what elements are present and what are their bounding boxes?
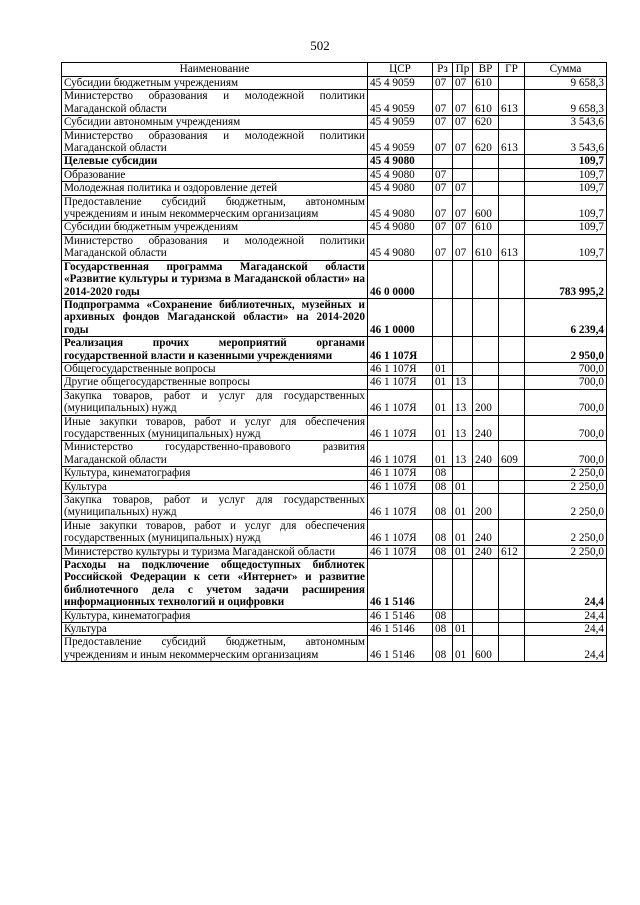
- table-row: [62, 182, 607, 195]
- row-csr-cell: 46 1 107Я: [368, 519, 433, 545]
- row-gr-cell: [499, 636, 525, 662]
- row-csr-cell: 46 1 107Я: [368, 337, 433, 363]
- row-vr-cell: 610: [473, 234, 499, 260]
- row-vr-cell: [473, 337, 499, 363]
- table-row: [62, 90, 607, 116]
- row-vr-cell: 200: [473, 389, 499, 415]
- row-gr-cell: 612: [499, 545, 525, 558]
- row-pr-cell: 01: [453, 480, 473, 493]
- table-row: [62, 376, 607, 389]
- row-rz-cell: 07: [433, 195, 453, 221]
- row-pr-cell: 07: [453, 221, 473, 234]
- row-pr-cell: [453, 337, 473, 363]
- table-row: [62, 260, 607, 298]
- row-vr-cell: 620: [473, 116, 499, 129]
- row-sum-cell: 700,0: [525, 389, 607, 415]
- row-sum-cell: 783 995,2: [525, 260, 607, 298]
- row-pr-cell: 01: [453, 636, 473, 662]
- row-csr-cell: 45 4 9080: [368, 234, 433, 260]
- table-row: [62, 415, 607, 441]
- row-gr-cell: [499, 467, 525, 480]
- row-vr-cell: 240: [473, 415, 499, 441]
- row-pr-cell: [453, 260, 473, 298]
- row-pr-cell: [453, 155, 473, 168]
- row-vr-cell: [473, 260, 499, 298]
- row-name-cell: Министерство образования и молодежной политики Магаданской области: [62, 90, 368, 116]
- row-sum-cell: 24,4: [525, 636, 607, 662]
- row-csr-cell: 46 0 0000: [368, 260, 433, 298]
- row-gr-cell: [499, 182, 525, 195]
- row-csr-cell: 46 1 107Я: [368, 480, 433, 493]
- row-name-cell: Закупка товаров, работ и услуг для государственных (муниципальных) нужд: [62, 494, 368, 520]
- row-gr-cell: [499, 362, 525, 375]
- row-gr-cell: 613: [499, 129, 525, 155]
- row-sum-cell: 109,7: [525, 155, 607, 168]
- header-name: Наименование: [62, 63, 368, 77]
- row-csr-cell: 46 1 107Я: [368, 376, 433, 389]
- row-gr-cell: [499, 260, 525, 298]
- row-sum-cell: 2 250,0: [525, 480, 607, 493]
- row-rz-cell: 07: [433, 116, 453, 129]
- page-number: 502: [310, 38, 330, 53]
- row-csr-cell: 46 1 5146: [368, 623, 433, 636]
- row-name-cell: Предоставление субсидий бюджетным, автономным учреждениям и иным некоммерческим организациям: [62, 195, 368, 221]
- row-name-cell: Целевые субсидии: [62, 155, 368, 168]
- row-csr-cell: 46 1 5146: [368, 559, 433, 610]
- row-csr-cell: 46 1 5146: [368, 636, 433, 662]
- row-name-cell: Реализация прочих мероприятий органами государственной власти и казенными учреждениями: [62, 337, 368, 363]
- row-vr-cell: [473, 362, 499, 375]
- row-csr-cell: 46 1 5146: [368, 609, 433, 622]
- row-vr-cell: [473, 480, 499, 493]
- table-header-row: [62, 63, 607, 77]
- row-pr-cell: 07: [453, 90, 473, 116]
- row-sum-cell: 2 950,0: [525, 337, 607, 363]
- row-sum-cell: 2 250,0: [525, 545, 607, 558]
- row-sum-cell: 2 250,0: [525, 467, 607, 480]
- row-vr-cell: 610: [473, 77, 499, 90]
- row-vr-cell: [473, 376, 499, 389]
- row-csr-cell: 46 1 107Я: [368, 389, 433, 415]
- row-name-cell: Культура, кинематография: [62, 609, 368, 622]
- row-rz-cell: 08: [433, 623, 453, 636]
- row-rz-cell: 08: [433, 480, 453, 493]
- table-body: [62, 77, 607, 662]
- row-vr-cell: [473, 168, 499, 181]
- row-vr-cell: [473, 559, 499, 610]
- table-row: [62, 559, 607, 610]
- row-rz-cell: 07: [433, 182, 453, 195]
- table-row: [62, 234, 607, 260]
- table-row: [62, 77, 607, 90]
- row-pr-cell: [453, 467, 473, 480]
- row-sum-cell: 109,7: [525, 195, 607, 221]
- row-sum-cell: 6 239,4: [525, 298, 607, 336]
- row-sum-cell: 109,7: [525, 168, 607, 181]
- row-vr-cell: [473, 609, 499, 622]
- row-gr-cell: [499, 415, 525, 441]
- row-vr-cell: [473, 182, 499, 195]
- header-vr: ВР: [473, 63, 499, 77]
- row-csr-cell: 45 4 9080: [368, 195, 433, 221]
- row-gr-cell: [499, 116, 525, 129]
- row-pr-cell: 13: [453, 441, 473, 467]
- row-csr-cell: 46 1 107Я: [368, 494, 433, 520]
- table-row: [62, 519, 607, 545]
- header-csr: ЦСР: [368, 63, 433, 77]
- row-gr-cell: [499, 494, 525, 520]
- row-csr-cell: 46 1 107Я: [368, 415, 433, 441]
- row-rz-cell: 01: [433, 415, 453, 441]
- row-name-cell: Иные закупки товаров, работ и услуг для обеспечения государственных (муниципальных) нужд: [62, 519, 368, 545]
- row-name-cell: Министерство государственно-правового развития Магаданской области: [62, 441, 368, 467]
- row-csr-cell: 46 1 107Я: [368, 467, 433, 480]
- table-row: [62, 389, 607, 415]
- row-name-cell: Закупка товаров, работ и услуг для государственных (муниципальных) нужд: [62, 389, 368, 415]
- row-sum-cell: 700,0: [525, 362, 607, 375]
- row-csr-cell: 45 4 9059: [368, 77, 433, 90]
- row-name-cell: Предоставление субсидий бюджетным, автономным учреждениям и иным некоммерческим организациям: [62, 636, 368, 662]
- row-rz-cell: 07: [433, 234, 453, 260]
- row-vr-cell: 240: [473, 441, 499, 467]
- row-sum-cell: 109,7: [525, 234, 607, 260]
- row-pr-cell: 07: [453, 195, 473, 221]
- row-rz-cell: 01: [433, 441, 453, 467]
- row-gr-cell: [499, 155, 525, 168]
- table-row: [62, 609, 607, 622]
- table-row: [62, 116, 607, 129]
- header-gr: ГР: [499, 63, 525, 77]
- table-row: [62, 441, 607, 467]
- row-csr-cell: 45 4 9080: [368, 168, 433, 181]
- row-pr-cell: 13: [453, 389, 473, 415]
- row-vr-cell: 620: [473, 129, 499, 155]
- row-pr-cell: 13: [453, 415, 473, 441]
- row-vr-cell: [473, 155, 499, 168]
- table-row: [62, 467, 607, 480]
- row-pr-cell: [453, 168, 473, 181]
- row-gr-cell: 613: [499, 234, 525, 260]
- row-vr-cell: [473, 467, 499, 480]
- row-rz-cell: [433, 155, 453, 168]
- row-sum-cell: 700,0: [525, 415, 607, 441]
- row-vr-cell: 610: [473, 221, 499, 234]
- row-gr-cell: [499, 77, 525, 90]
- table-row: [62, 623, 607, 636]
- row-name-cell: Образование: [62, 168, 368, 181]
- row-csr-cell: 45 4 9059: [368, 116, 433, 129]
- row-rz-cell: 07: [433, 168, 453, 181]
- row-sum-cell: 109,7: [525, 221, 607, 234]
- row-sum-cell: 2 250,0: [525, 519, 607, 545]
- row-gr-cell: [499, 609, 525, 622]
- row-name-cell: Подпрограмма «Сохранение библиотечных, музейных и архивных фондов Магаданской области» на 2014-2020 годы: [62, 298, 368, 336]
- row-pr-cell: 07: [453, 77, 473, 90]
- header-pr: Пр: [453, 63, 473, 77]
- row-gr-cell: [499, 168, 525, 181]
- row-name-cell: Субсидии бюджетным учреждениям: [62, 77, 368, 90]
- row-sum-cell: 24,4: [525, 559, 607, 610]
- row-sum-cell: 700,0: [525, 376, 607, 389]
- row-csr-cell: 46 1 107Я: [368, 441, 433, 467]
- row-rz-cell: 08: [433, 609, 453, 622]
- row-vr-cell: 240: [473, 519, 499, 545]
- row-name-cell: Молодежная политика и оздоровление детей: [62, 182, 368, 195]
- row-vr-cell: [473, 298, 499, 336]
- table-row: [62, 480, 607, 493]
- row-gr-cell: [499, 337, 525, 363]
- row-sum-cell: 9 658,3: [525, 77, 607, 90]
- row-pr-cell: 07: [453, 182, 473, 195]
- row-rz-cell: 08: [433, 494, 453, 520]
- table-row: [62, 129, 607, 155]
- row-gr-cell: [499, 221, 525, 234]
- row-rz-cell: [433, 559, 453, 610]
- row-rz-cell: 08: [433, 467, 453, 480]
- row-gr-cell: [499, 195, 525, 221]
- row-vr-cell: 200: [473, 494, 499, 520]
- table-row: [62, 636, 607, 662]
- row-csr-cell: 45 4 9080: [368, 182, 433, 195]
- table-row: [62, 221, 607, 234]
- row-rz-cell: [433, 337, 453, 363]
- row-name-cell: Министерство культуры и туризма Магаданской области: [62, 545, 368, 558]
- row-csr-cell: 46 1 107Я: [368, 545, 433, 558]
- table-row: [62, 168, 607, 181]
- row-gr-cell: [499, 623, 525, 636]
- row-rz-cell: 01: [433, 362, 453, 375]
- row-sum-cell: 3 543,6: [525, 116, 607, 129]
- table-row: [62, 195, 607, 221]
- row-gr-cell: 609: [499, 441, 525, 467]
- row-sum-cell: 24,4: [525, 609, 607, 622]
- row-sum-cell: 700,0: [525, 441, 607, 467]
- row-rz-cell: 07: [433, 77, 453, 90]
- row-sum-cell: 3 543,6: [525, 129, 607, 155]
- row-rz-cell: 01: [433, 389, 453, 415]
- row-sum-cell: 9 658,3: [525, 90, 607, 116]
- row-csr-cell: 46 1 107Я: [368, 362, 433, 375]
- row-name-cell: Субсидии бюджетным учреждениям: [62, 221, 368, 234]
- row-sum-cell: 109,7: [525, 182, 607, 195]
- row-rz-cell: [433, 298, 453, 336]
- table-row: [62, 155, 607, 168]
- table-row: [62, 337, 607, 363]
- row-pr-cell: 13: [453, 376, 473, 389]
- row-name-cell: Расходы на подключение общедоступных библиотек Российской Федерации к сети «Интернет» и развитие библиотечного дела с учетом задачи расширения информационных технологий и оцифровки: [62, 559, 368, 610]
- row-name-cell: Общегосударственные вопросы: [62, 362, 368, 375]
- table-row: [62, 494, 607, 520]
- row-pr-cell: [453, 609, 473, 622]
- row-csr-cell: 46 1 0000: [368, 298, 433, 336]
- row-vr-cell: 600: [473, 636, 499, 662]
- row-gr-cell: [499, 519, 525, 545]
- row-sum-cell: 24,4: [525, 623, 607, 636]
- row-name-cell: Другие общегосударственные вопросы: [62, 376, 368, 389]
- row-pr-cell: [453, 298, 473, 336]
- row-pr-cell: 01: [453, 519, 473, 545]
- table-row: [62, 298, 607, 336]
- row-gr-cell: [499, 480, 525, 493]
- row-csr-cell: 45 4 9059: [368, 129, 433, 155]
- row-name-cell: Культура: [62, 623, 368, 636]
- row-gr-cell: [499, 298, 525, 336]
- row-rz-cell: 01: [433, 376, 453, 389]
- table-row: [62, 362, 607, 375]
- row-gr-cell: 613: [499, 90, 525, 116]
- row-csr-cell: 45 4 9080: [368, 221, 433, 234]
- row-vr-cell: [473, 623, 499, 636]
- row-rz-cell: 07: [433, 90, 453, 116]
- row-rz-cell: 07: [433, 221, 453, 234]
- row-csr-cell: 45 4 9059: [368, 90, 433, 116]
- row-name-cell: Министерство образования и молодежной политики Магаданской области: [62, 129, 368, 155]
- row-name-cell: Культура, кинематография: [62, 467, 368, 480]
- row-gr-cell: [499, 389, 525, 415]
- row-pr-cell: 07: [453, 129, 473, 155]
- row-rz-cell: 08: [433, 636, 453, 662]
- header-sum: Сумма: [525, 63, 607, 77]
- row-gr-cell: [499, 376, 525, 389]
- row-name-cell: Иные закупки товаров, работ и услуг для обеспечения государственных (муниципальных) нужд: [62, 415, 368, 441]
- row-name-cell: Субсидии автономным учреждениям: [62, 116, 368, 129]
- row-pr-cell: 01: [453, 623, 473, 636]
- row-name-cell: Государственная программа Магаданской области «Развитие культуры и туризма в Магаданской области» на 2014-2020 годы: [62, 260, 368, 298]
- row-rz-cell: 08: [433, 519, 453, 545]
- row-vr-cell: 600: [473, 195, 499, 221]
- row-rz-cell: 08: [433, 545, 453, 558]
- row-pr-cell: [453, 362, 473, 375]
- row-name-cell: Министерство образования и молодежной политики Магаданской области: [62, 234, 368, 260]
- row-pr-cell: 07: [453, 116, 473, 129]
- row-pr-cell: 07: [453, 234, 473, 260]
- table-row: [62, 545, 607, 558]
- row-gr-cell: [499, 559, 525, 610]
- row-pr-cell: 01: [453, 545, 473, 558]
- header-rz: Рз: [433, 63, 453, 77]
- row-pr-cell: [453, 559, 473, 610]
- row-rz-cell: 07: [433, 129, 453, 155]
- row-vr-cell: 240: [473, 545, 499, 558]
- row-csr-cell: 45 4 9080: [368, 155, 433, 168]
- row-sum-cell: 2 250,0: [525, 494, 607, 520]
- row-vr-cell: 610: [473, 90, 499, 116]
- row-rz-cell: [433, 260, 453, 298]
- row-pr-cell: 01: [453, 494, 473, 520]
- budget-table: [61, 62, 607, 662]
- row-name-cell: Культура: [62, 480, 368, 493]
